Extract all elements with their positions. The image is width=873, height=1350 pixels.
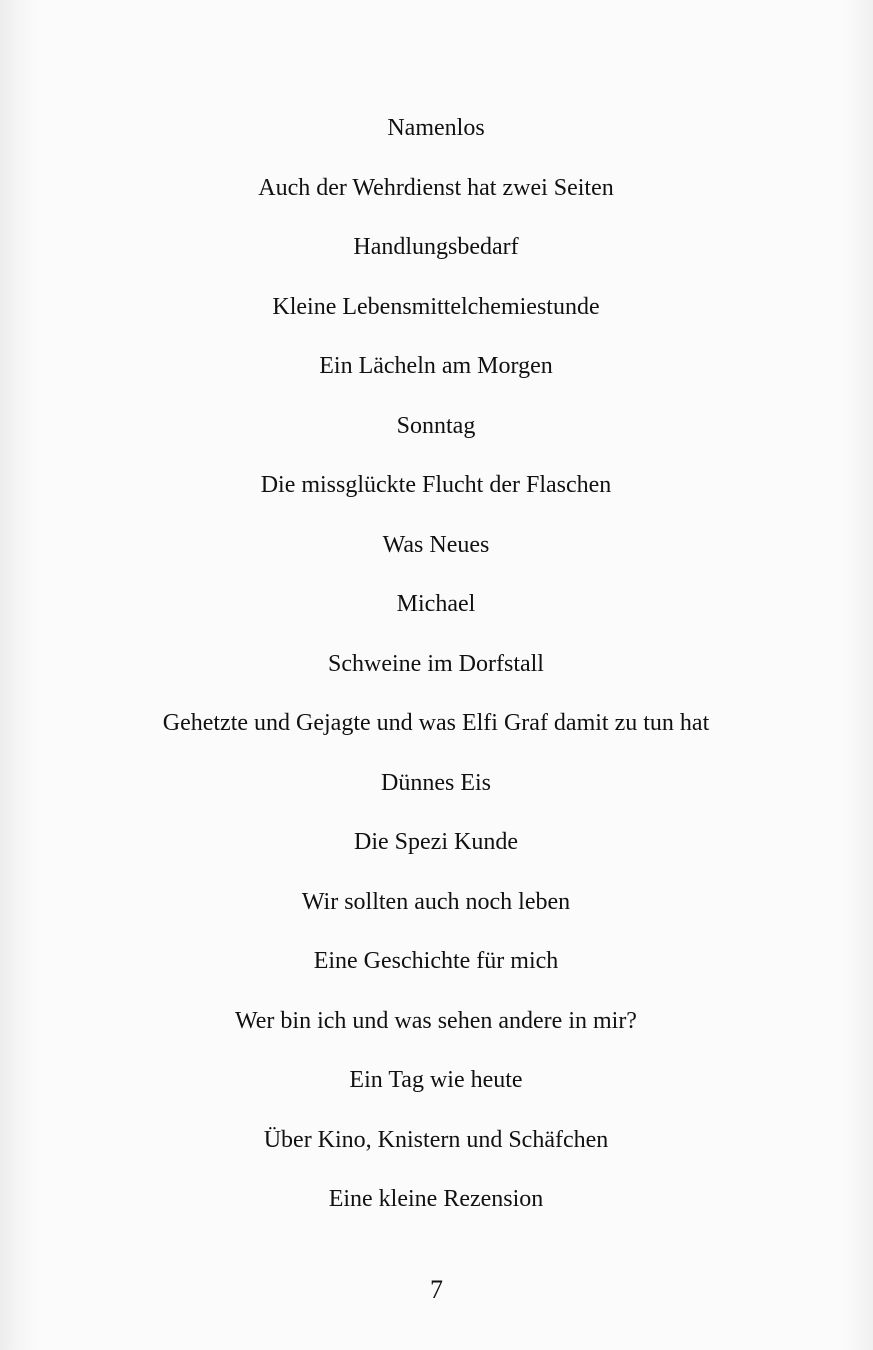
toc-entry: Ein Lächeln am Morgen [319,353,553,379]
toc-entry: Was Neues [382,531,490,558]
toc-entry: Gehetzte und Gejagte und was Elfi Graf damit zu tun hat [162,710,710,736]
toc-entry: Auch der Wehrdienst hat zwei Seiten [258,174,614,201]
toc-entry: Die missglückte Flucht der Flaschen [260,472,612,498]
table-of-contents [38,110,834,1241]
page-edge-shadow [843,0,873,1350]
toc-entry: Michael [396,591,476,617]
toc-entry: Über Kino, Knistern und Schäfchen [263,1126,609,1153]
page-spine-shadow [0,0,38,1350]
toc-entry: Wer bin ich und was sehen andere in mir? [235,1007,637,1034]
toc-entry: Wir sollten auch noch leben [301,888,571,915]
toc-entry: Handlungsbedarf [353,234,519,260]
toc-entry: Ein Tag wie heute [349,1067,523,1093]
toc-entry: Namenlos [387,115,485,141]
toc-entry: Kleine Lebensmittelchemiestunde [272,293,600,320]
page-number: 7 [430,1275,443,1304]
toc-entry: Eine Geschichte für mich [313,948,559,974]
toc-entry: Dünnes Eis [381,769,491,796]
toc-entry: Sonntag [396,412,476,439]
toc-entry: Schweine im Dorfstall [328,650,544,677]
toc-entry: Die Spezi Kunde [354,829,518,855]
toc-entry: Eine kleine Rezension [328,1186,544,1212]
